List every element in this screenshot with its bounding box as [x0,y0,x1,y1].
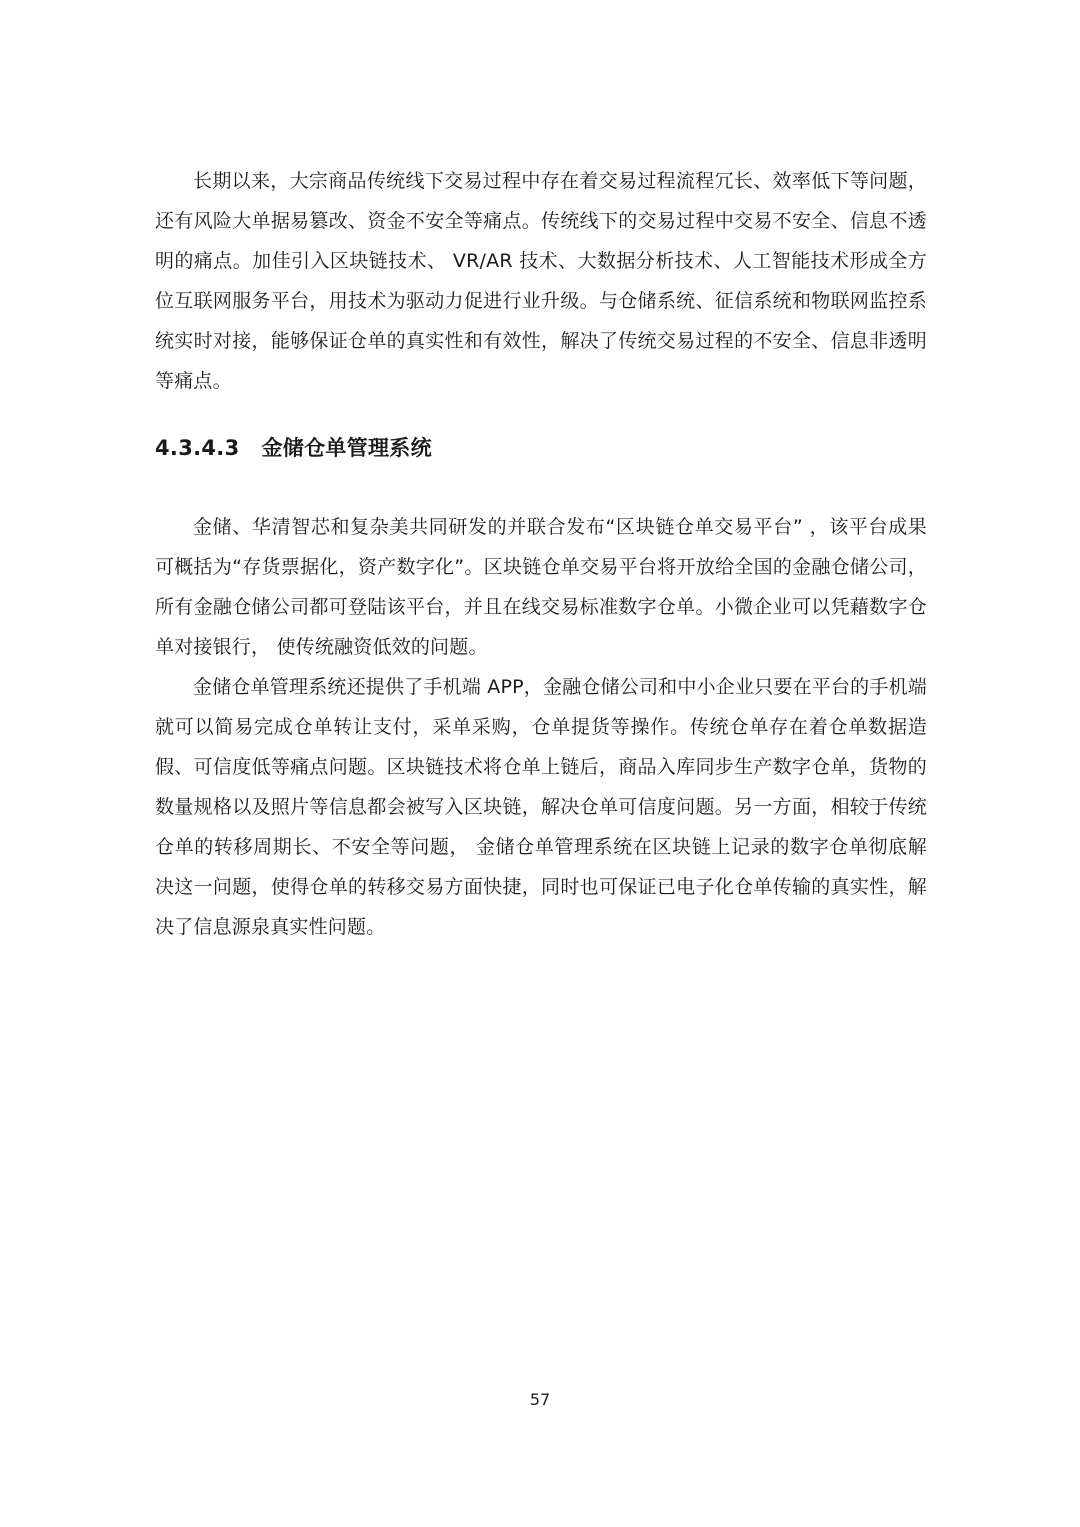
section-title: 金储仓单管理系统 [261,436,432,460]
section-heading [155,432,432,462]
page-number: 57 [529,1390,551,1409]
intro-text-block [155,161,927,401]
section-number: 4.3.4.3 [155,436,240,460]
intro-paragraph: 长期以来，大宗商品传统线下交易过程中存在着交易过程流程冗长、效率低下等问题，还有风险大单据易篡改、资金不安全等痛点。传统线下的交易过程中交易不安全、信息不透明的痛点。加佳引入区块链技术、 VR/AR 技术、大数据分析技术、人工智能技术形成全方位互联网服务平台，用技术为驱动力促进行业升级。与仓储系统、征信系统和物联网监控系统实时对接，能够保证仓单的真实性和有效性，解决了传统交易过程的不安全、信息非透明等痛点。 [155,170,927,392]
section-paragraph-2: 金储仓单管理系统还提供了手机端 APP，金融仓储公司和中小企业只要在平台的手机端就可以简易完成仓单转让支付，采单采购，仓单提货等操作。传统仓单存在着仓单数据造假、可信度低等痛点问题。区块链技术将仓单上链后，商品入库同步生产数字仓单，货物的数量规格以及照片等信息都会被写入区块链，解决仓单可信度问题。另一方面，相较于传统仓单的转移周期长、不安全等问题， 金储仓单管理系统在区块链上记录的数字仓单彻底解决这一问题，使得仓单的转移交易方面快捷，同时也可保证已电子化仓单传输的真实性，解决了信息源泉真实性问题。 [155,676,927,938]
section-paragraph-1: 金储、华清智芯和复杂美共同研发的并联合发布“区块链仓单交易平台” ，该平台成果可概括为“存货票据化，资产数字化”。区块链仓单交易平台将开放给全国的金融仓储公司，所有金融仓储公司都可登陆该平台，并且在线交易标准数字仓单。小微企业可以凭藉数字仓单对接银行， 使传统融资低效的问题。 [155,516,927,658]
section-text-block [155,507,927,947]
